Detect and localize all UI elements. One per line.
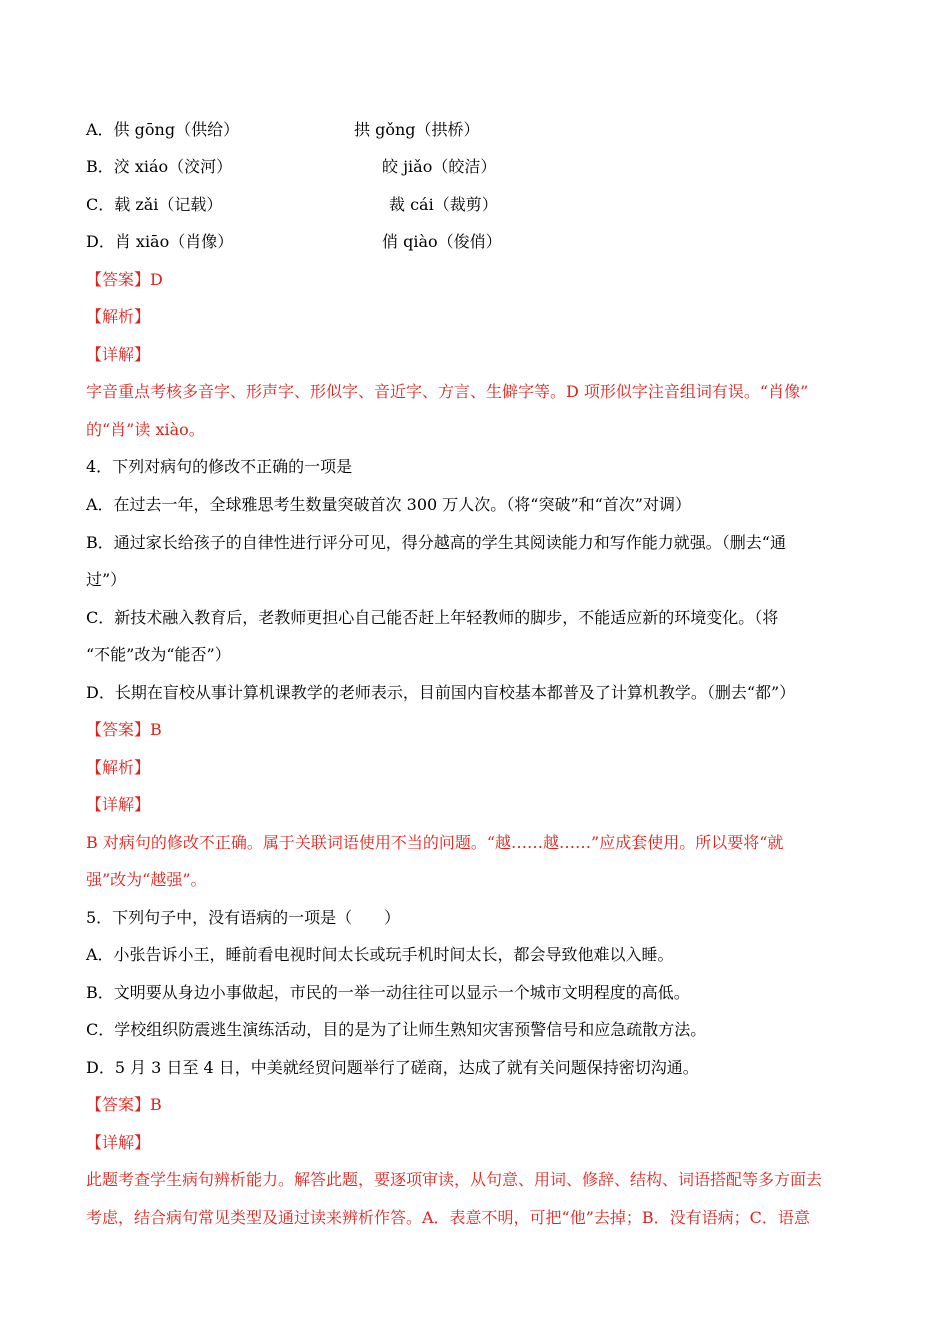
q4-explanation-line2: 强”改为“越强”。 <box>86 870 207 889</box>
q3-option-d-left: D．肖 xiāo（肖像） <box>86 232 234 251</box>
q4-jiexi-label: 【解析】 <box>86 758 151 777</box>
q3-answer: 【答案】D <box>86 270 163 289</box>
q5-option-c: C．学校组织防震逃生演练活动，目的是为了让师生熟知灾害预警信号和应急疏散方法。 <box>86 1020 707 1039</box>
q3-xiangjie-label: 【详解】 <box>86 345 151 364</box>
q4-option-d: D．长期在盲校从事计算机课教学的老师表示，目前国内盲校基本都普及了计算机教学。（删去“都”） <box>86 683 796 702</box>
q5-xiangjie-label: 【详解】 <box>86 1133 151 1152</box>
q3-option-b-right: 皎 jiǎo（皎洁） <box>382 157 497 176</box>
q4-option-b-line2: 过”） <box>86 570 127 589</box>
q5-answer: 【答案】B <box>86 1095 162 1114</box>
q4-explanation-line1: B 对病句的修改不正确。属于关联词语使用不当的问题。“越……越……”应成套使用。所以要将“就 <box>86 833 784 852</box>
q4-option-a: A．在过去一年，全球雅思考生数量突破首次 300 万人次。（将“突破”和“首次”对调） <box>86 495 691 514</box>
q3-explanation-line2: 的“肖”读 xiào。 <box>86 420 205 439</box>
q3-option-b-left: B．洨 xiáo（洨河） <box>86 157 233 176</box>
q4-option-b-line1: B．通过家长给孩子的自律性进行评分可见，得分越高的学生其阅读能力和写作能力就强。（删去“通 <box>86 533 786 552</box>
q3-explanation-line1: 字音重点考核多音字、形声字、形似字、音近字、方言、生僻字等。D 项形似字注音组词有误。“肖像” <box>86 382 809 401</box>
q5-option-a: A．小张告诉小王，睡前看电视时间太长或玩手机时间太长，都会导致他难以入睡。 <box>86 945 674 964</box>
q5-explanation-line1: 此题考查学生病句辨析能力。解答此题，要逐项审读，从句意、用词、修辞、结构、词语搭配等多方面去 <box>86 1170 823 1189</box>
q4-answer: 【答案】B <box>86 720 162 739</box>
q5-option-b: B．文明要从身边小事做起，市民的一举一动往往可以显示一个城市文明程度的高低。 <box>86 983 690 1002</box>
q5-option-d: D．5 月 3 日至 4 日，中美就经贸问题举行了磋商，达成了就有关问题保持密切沟通。 <box>86 1058 699 1077</box>
q4-option-c-line1: C．新技术融入教育后，老教师更担心自己能否赶上年轻教师的脚步，不能适应新的环境变化。（将 <box>86 608 779 627</box>
q5-stem: 5．下列句子中，没有语病的一项是（ ） <box>86 908 401 927</box>
q5-explanation-line2: 考虑，结合病句常见类型及通过读来辨析作答。A．表意不明，可把“他”去掉；B．没有语病；C．语意 <box>86 1208 810 1227</box>
q3-option-c-right: 裁 cái（裁剪） <box>389 195 498 214</box>
q4-stem: 4．下列对病句的修改不正确的一项是 <box>86 457 353 476</box>
q3-option-c-left: C．载 zǎi（记载） <box>86 195 223 214</box>
q3-option-a-right: 拱 gǒng（拱桥） <box>354 120 480 139</box>
q3-jiexi-label: 【解析】 <box>86 307 151 326</box>
q3-option-d-right: 俏 qiào（俊俏） <box>382 232 502 251</box>
q3-option-a-left: A．供 gōng（供给） <box>86 120 240 139</box>
q4-xiangjie-label: 【详解】 <box>86 795 151 814</box>
q4-option-c-line2: “不能”改为“能否”） <box>86 645 231 664</box>
